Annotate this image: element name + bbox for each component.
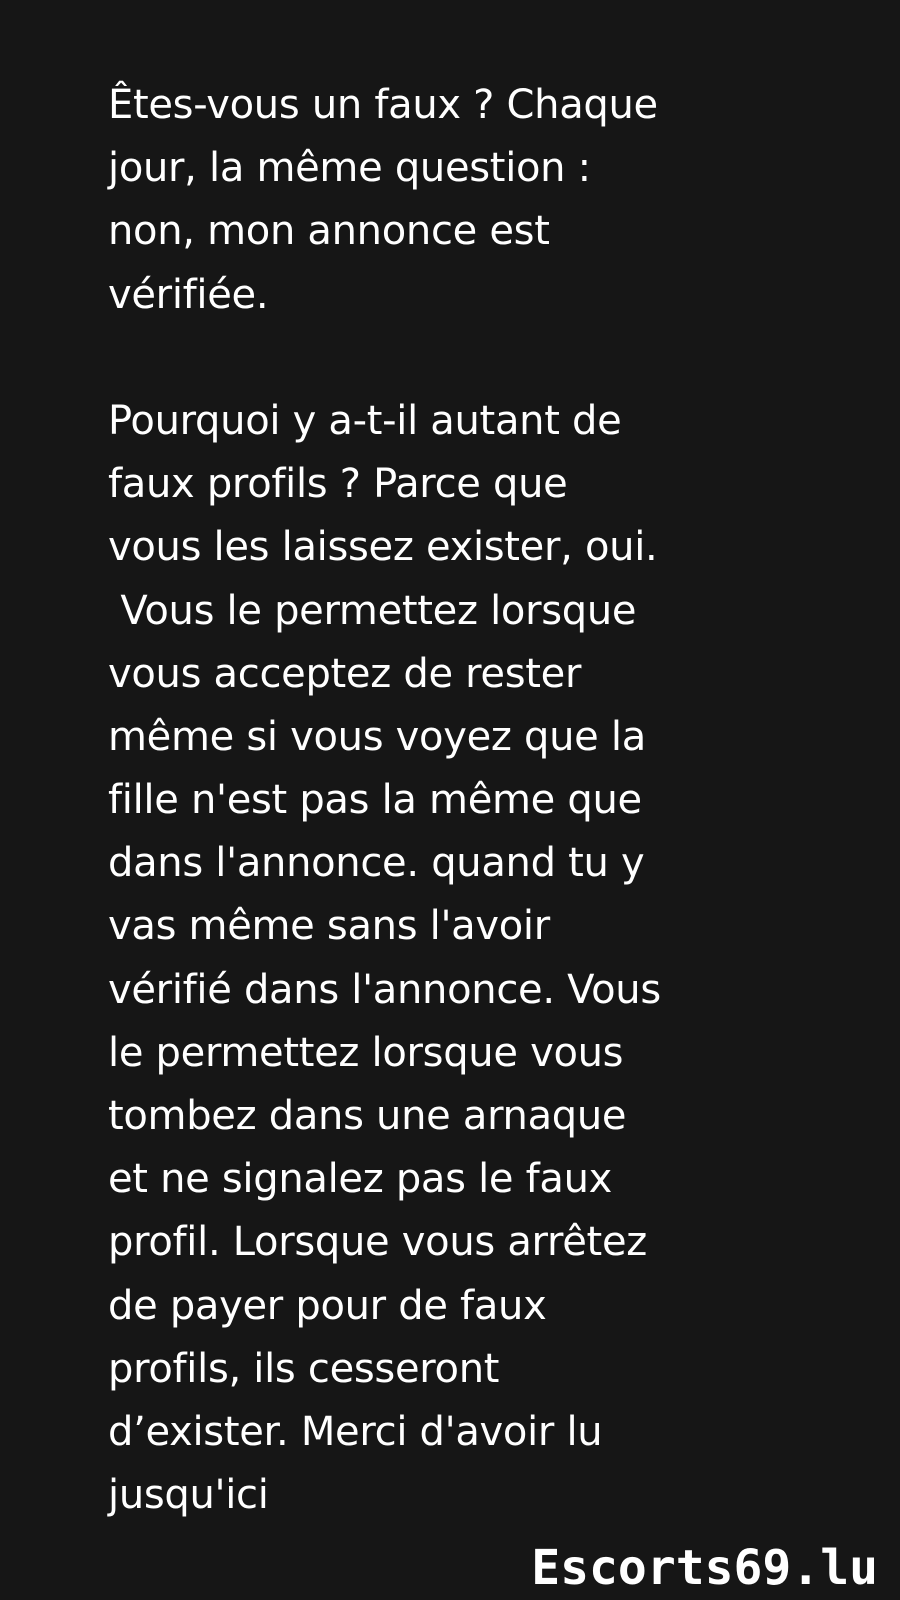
text-line: tombez dans une arnaque [108,1093,627,1139]
text-line: d’exister. Merci d'avoir lu [108,1408,603,1455]
text-line: même si vous voyez que la [108,713,646,760]
text-line: fille n'est pas la même que [108,777,642,824]
text-line: faux profils ? Parce que [108,461,568,508]
paragraph-spacer [108,327,808,390]
text-line: Pourquoi y a-t-il autant de [108,397,622,444]
text-line: le permettez lorsque vous [108,1029,624,1076]
text-line: profil. Lorsque vous arrêtez [108,1219,647,1266]
text-line: profils, ils cesseront [108,1345,500,1392]
text-line: vérifié dans l'annonce. Vous [108,966,661,1013]
site-watermark: Escorts69.lu [531,1540,878,1596]
text-line: vous les laissez exister, oui. [108,524,658,571]
text-line: Êtes-vous un faux ? Chaque [108,82,658,128]
text-line: et ne signalez pas le faux [108,1156,613,1203]
text-line: Vous le permettez lorsque [108,587,637,634]
text-line: non, mon annonce est [108,208,550,255]
text-line: jour, la même question : [108,145,591,192]
message-text [108,74,808,1527]
text-line: de payer pour de faux [108,1282,547,1329]
text-line: vérifiée. [108,271,269,318]
text-line: dans l'annonce. quand tu y [108,840,645,887]
text-line: vous acceptez de rester [108,650,582,697]
text-line: vas même sans l'avoir [108,903,550,950]
text-line: jusqu'ici [108,1472,269,1519]
